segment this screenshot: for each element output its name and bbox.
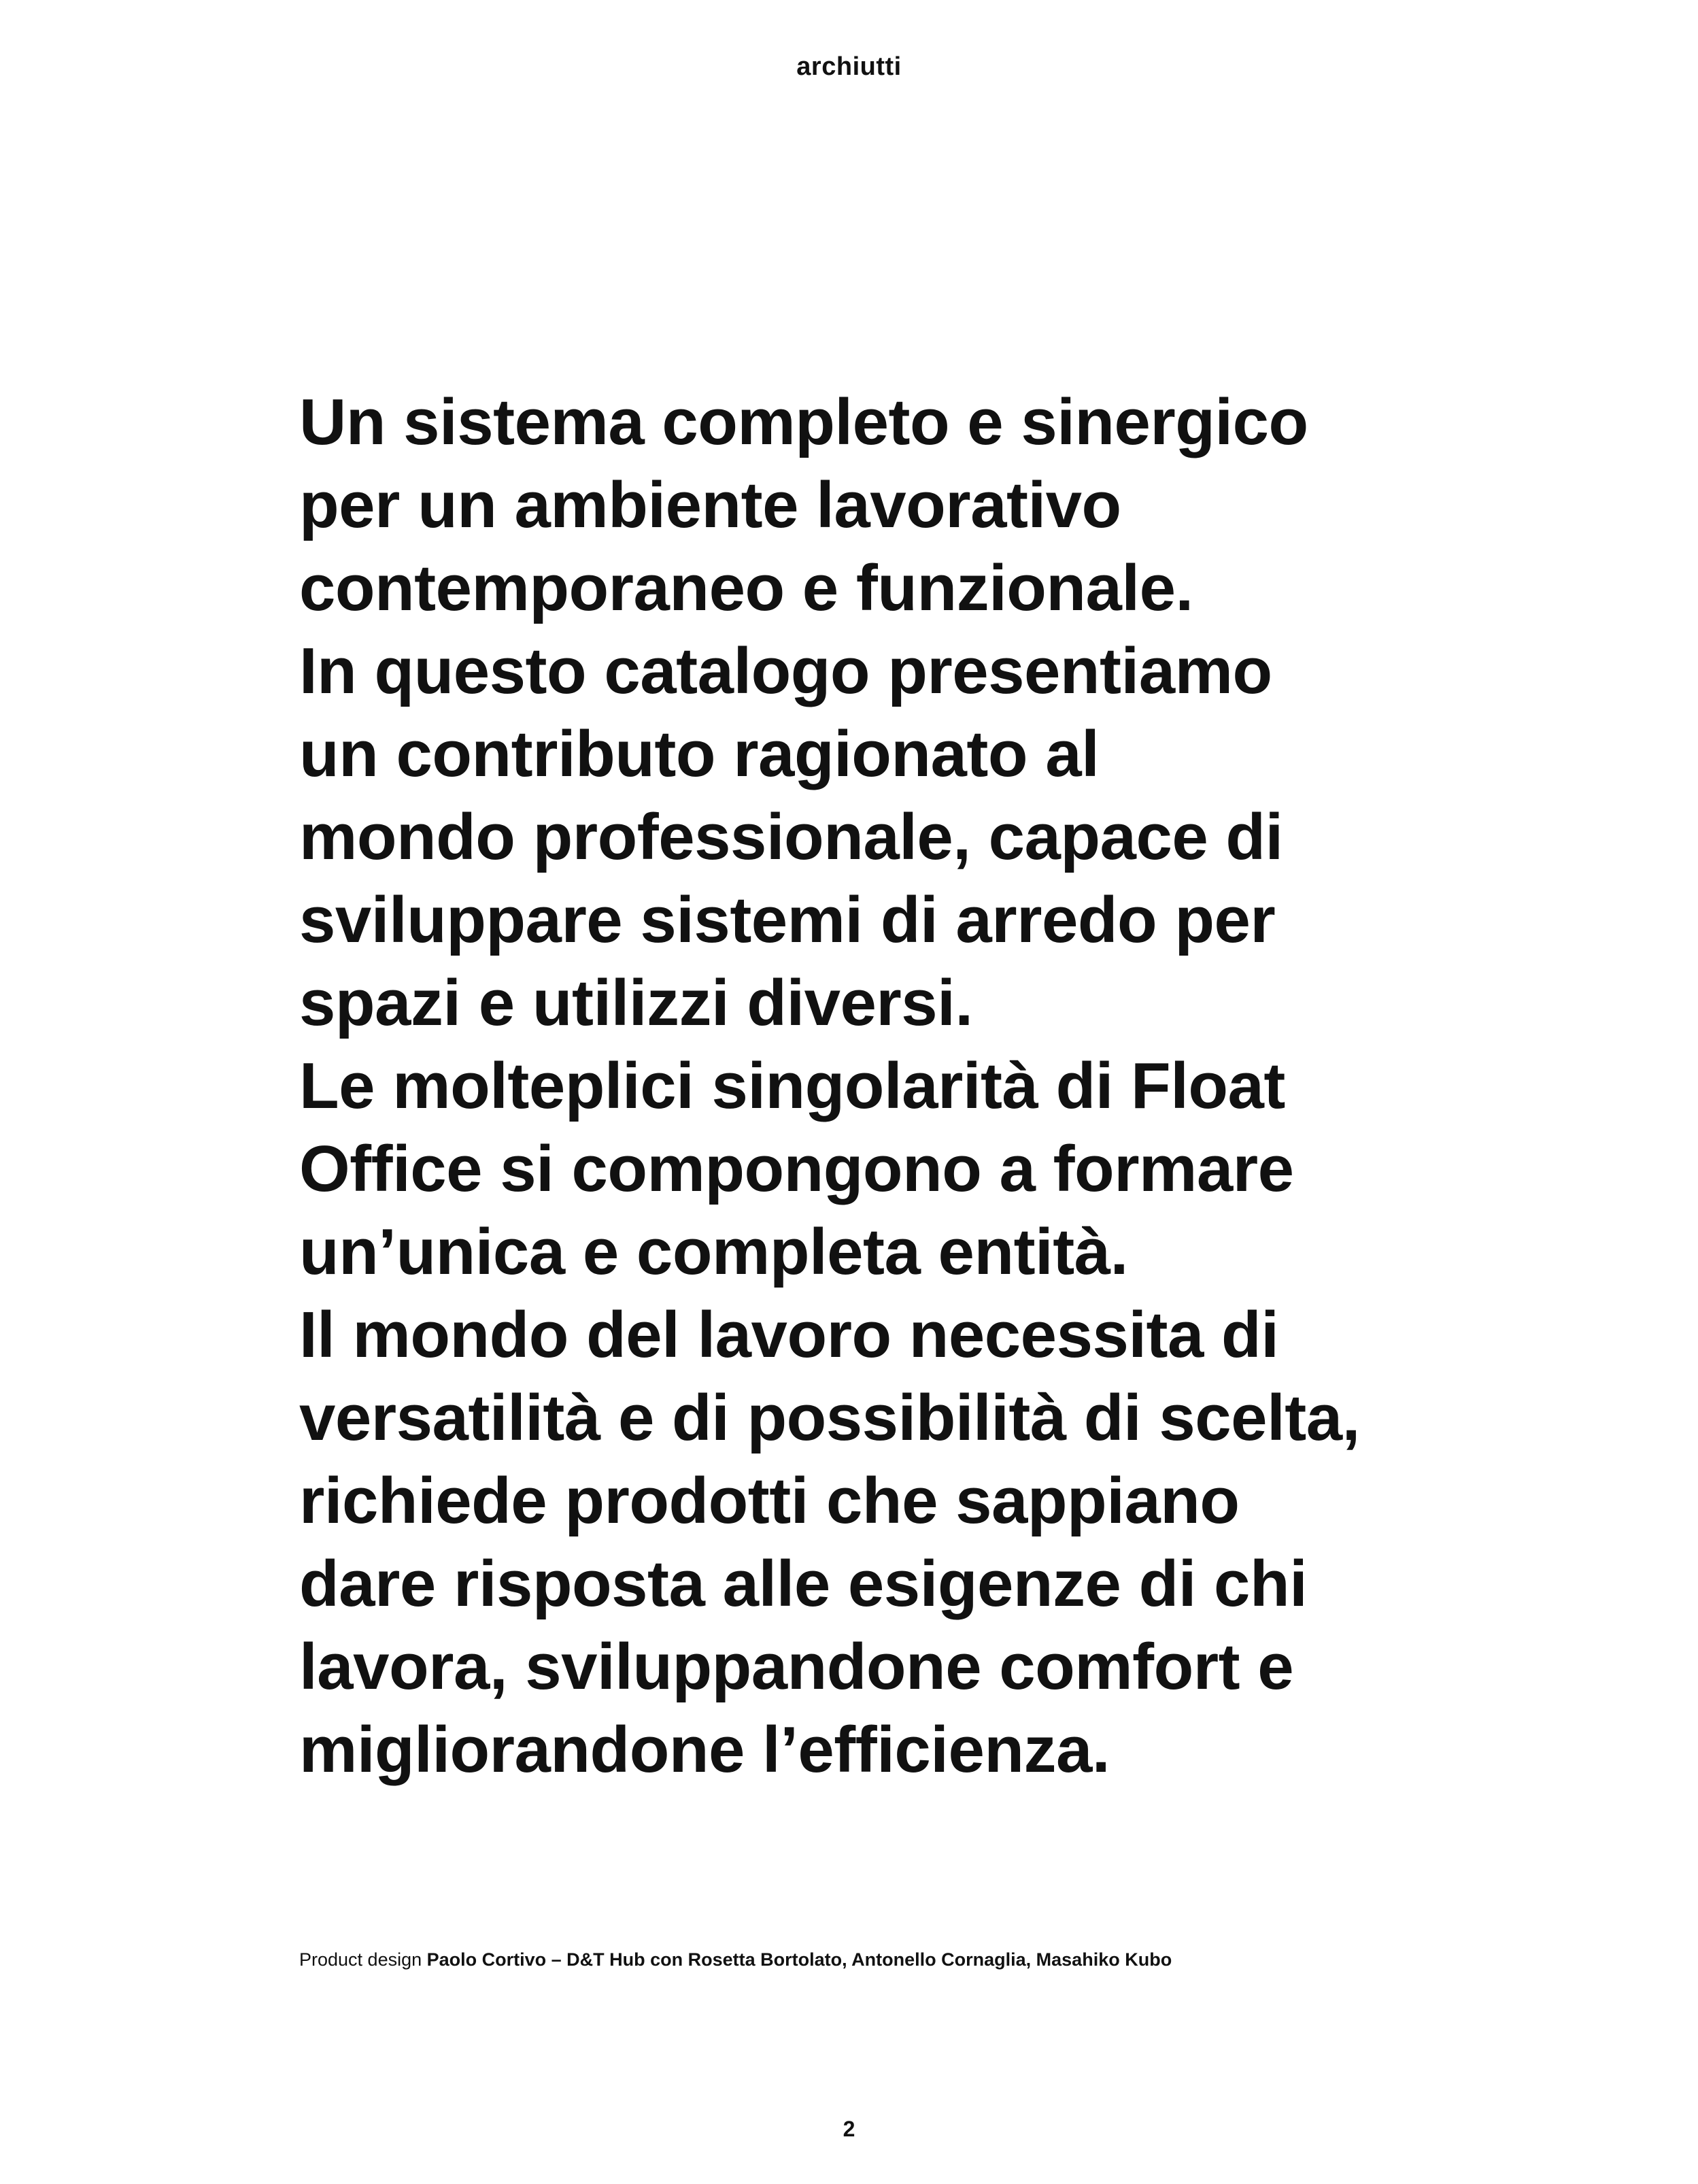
intro-line: richiede prodotti che sappiano xyxy=(299,1464,1240,1537)
intro-line: Le molteplici singolarità di Float xyxy=(299,1049,1285,1122)
intro-text xyxy=(299,381,1401,1792)
credits-names: Paolo Cortivo – D&T Hub con Rosetta Bortolato, Antonello Cornaglia, Masahiko Kubo xyxy=(426,1949,1172,1970)
page-number: 2 xyxy=(843,2117,855,2141)
intro-line: migliorandone l’efficienza. xyxy=(299,1713,1110,1786)
product-design-credits xyxy=(299,1947,1172,1972)
intro-line: dare risposta alle esigenze di chi xyxy=(299,1547,1308,1620)
intro-line: mondo professionale, capace di xyxy=(299,801,1283,873)
intro-line: spazi e utilizzi diversi. xyxy=(299,967,973,1039)
intro-line: un’unica e completa entità. xyxy=(299,1215,1128,1288)
intro-line: lavora, sviluppandone comfort e xyxy=(299,1630,1294,1703)
intro-line: versatilità e di possibilità di scelta, xyxy=(299,1381,1360,1454)
credits-label: Product design xyxy=(299,1949,422,1970)
intro-line: sviluppare sistemi di arredo per xyxy=(299,884,1276,956)
intro-line: Un sistema completo e sinergico xyxy=(299,386,1308,458)
intro-line: Il mondo del lavoro necessita di xyxy=(299,1298,1279,1371)
intro-line: un contributo ragionato al xyxy=(299,718,1100,790)
intro-line: per un ambiente lavorativo xyxy=(299,469,1121,541)
intro-line: contemporaneo e funzionale. xyxy=(299,552,1193,624)
intro-line: Office si compongono a formare xyxy=(299,1132,1294,1205)
intro-line: In questo catalogo presentiamo xyxy=(299,635,1272,707)
brand-logo: archiutti xyxy=(796,52,902,81)
